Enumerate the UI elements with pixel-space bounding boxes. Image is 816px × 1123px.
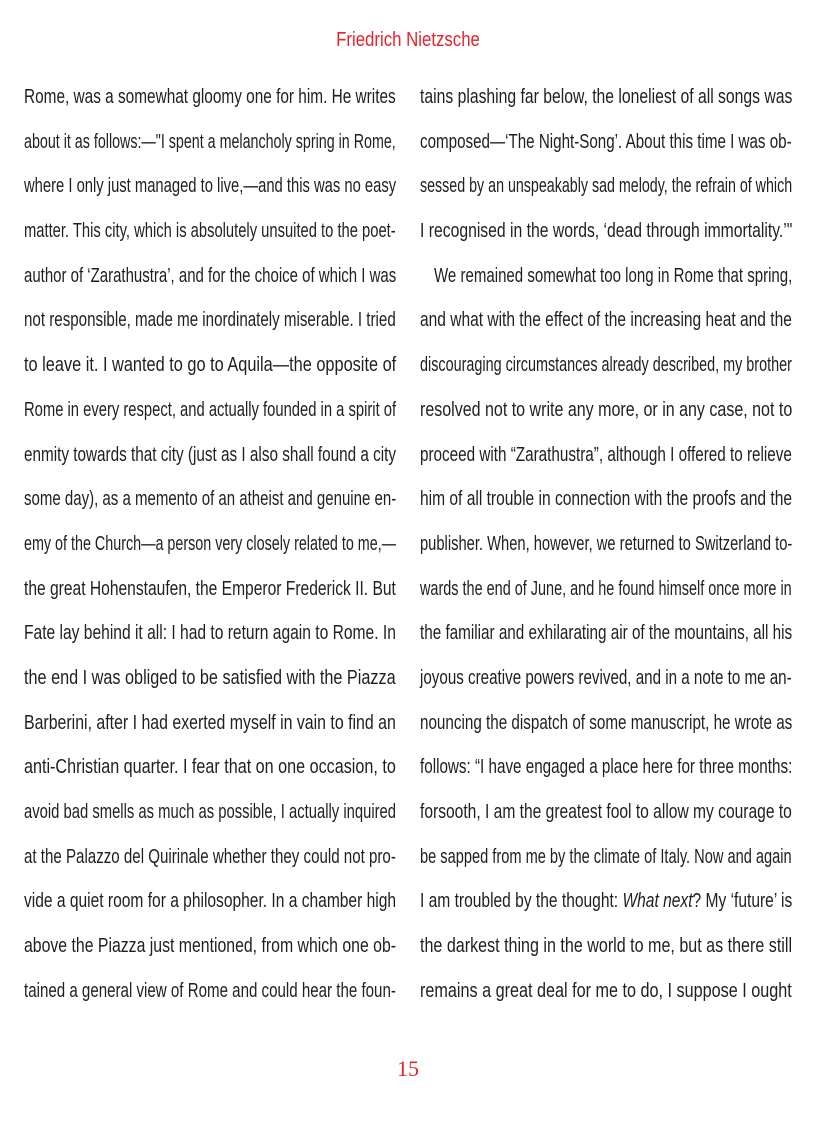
text-line: some day), as a memento of an atheist and genuine en- <box>24 487 397 511</box>
running-header: Friedrich Nietzsche <box>336 29 480 51</box>
text-line: the end I was obliged to be satisfied with the Piazza <box>24 665 396 689</box>
italic-phrase: What next <box>622 889 693 913</box>
text-line: above the Piazza just mentioned, from which one ob- <box>24 934 397 958</box>
text-line: sessed by an unspeakably sad melody, the refrain of which <box>420 174 793 198</box>
text-line <box>420 879 792 924</box>
text-line: anti-Christian quarter. I fear that on one occasion, to <box>24 755 396 779</box>
text-line: avoid bad smells as much as possible, I actually inquired <box>24 800 397 823</box>
text-line: I recognised in the words, ‘dead through immortality.’" <box>420 219 793 243</box>
text-line: to leave it. I wanted to go to Aquila—the opposite of <box>24 353 397 377</box>
text-line: resolved not to write any more, or in any case, not to <box>420 397 793 421</box>
text-line: the darkest thing in the world to me, but as there still <box>420 934 793 958</box>
text-line: Barberini, after I had exerted myself in vain to find an <box>24 710 396 734</box>
text-line: tains plashing far below, the loneliest of all songs was <box>420 85 793 108</box>
right-column <box>420 75 792 1013</box>
text-line: follows: “I have engaged a place here for three months: <box>420 755 793 779</box>
text-line: nouncing the dispatch of some manuscript, he wrote as <box>420 710 793 734</box>
text-line: forsooth, I am the greatest fool to allow my courage to <box>420 800 792 823</box>
text-line: not responsible, made me inordinately miserable. I tried <box>24 308 396 332</box>
text-line: wards the end of June, and he found himself once more in <box>420 576 792 600</box>
text-line: proceed with “Zarathustra”, although I offered to relieve <box>420 442 792 466</box>
paragraph-start-line: We remained somewhat too long in Rome that spring, <box>434 263 793 287</box>
text-segment: ? My ‘future’ is <box>692 889 793 913</box>
text-line: matter. This city, which is absolutely unsuited to the poet- <box>24 219 396 243</box>
text-line: composed—‘The Night-Song’. About this time I was ob- <box>420 129 792 153</box>
text-line: at the Palazzo del Quirinale whether they could not pro- <box>24 844 396 868</box>
text-line: the familiar and exhilarating air of the mountains, all his <box>420 621 793 645</box>
text-line: tained a general view of Rome and could hear the foun- <box>24 978 396 1002</box>
text-line: joyous creative powers revived, and in a note to me an- <box>420 665 792 689</box>
text-line: him of all trouble in connection with the proofs and the <box>420 487 793 511</box>
text-line: about it as follows:—"I spent a melancholy spring in Rome, <box>24 129 396 153</box>
text-line: be sapped from me by the climate of Italy. Now and again <box>420 844 792 868</box>
text-line: publisher. When, however, we returned to Switzerland to- <box>420 531 793 555</box>
text-line: Rome in every respect, and actually founded in a spirit of <box>24 397 397 421</box>
page-number: 15 <box>397 1056 419 1081</box>
text-line: where I only just managed to live,—and this was no easy <box>24 174 397 198</box>
text-line: and what with the effect of the increasing heat and the <box>420 308 792 332</box>
text-segment: I am troubled by the thought: <box>420 889 623 913</box>
text-line: emy of the Church—a person very closely related to me,— <box>24 531 397 555</box>
left-column <box>24 75 396 1013</box>
text-line: Rome, was a somewhat gloomy one for him. He writes <box>24 85 396 108</box>
text-line: author of ‘Zarathustra’, and for the choice of which I was <box>24 263 397 287</box>
text-line: enmity towards that city (just as I also shall found a city <box>24 442 397 466</box>
text-line: remains a great deal for me to do, I suppose I ought <box>420 978 792 1002</box>
text-line: Fate lay behind it all: I had to return again to Rome. In <box>24 621 396 645</box>
text-line: discouraging circumstances already described, my brother <box>420 353 792 377</box>
text-line: the great Hohenstaufen, the Emperor Frederick II. But <box>24 576 396 600</box>
text-line: vide a quiet room for a philosopher. In a chamber high <box>24 889 397 913</box>
